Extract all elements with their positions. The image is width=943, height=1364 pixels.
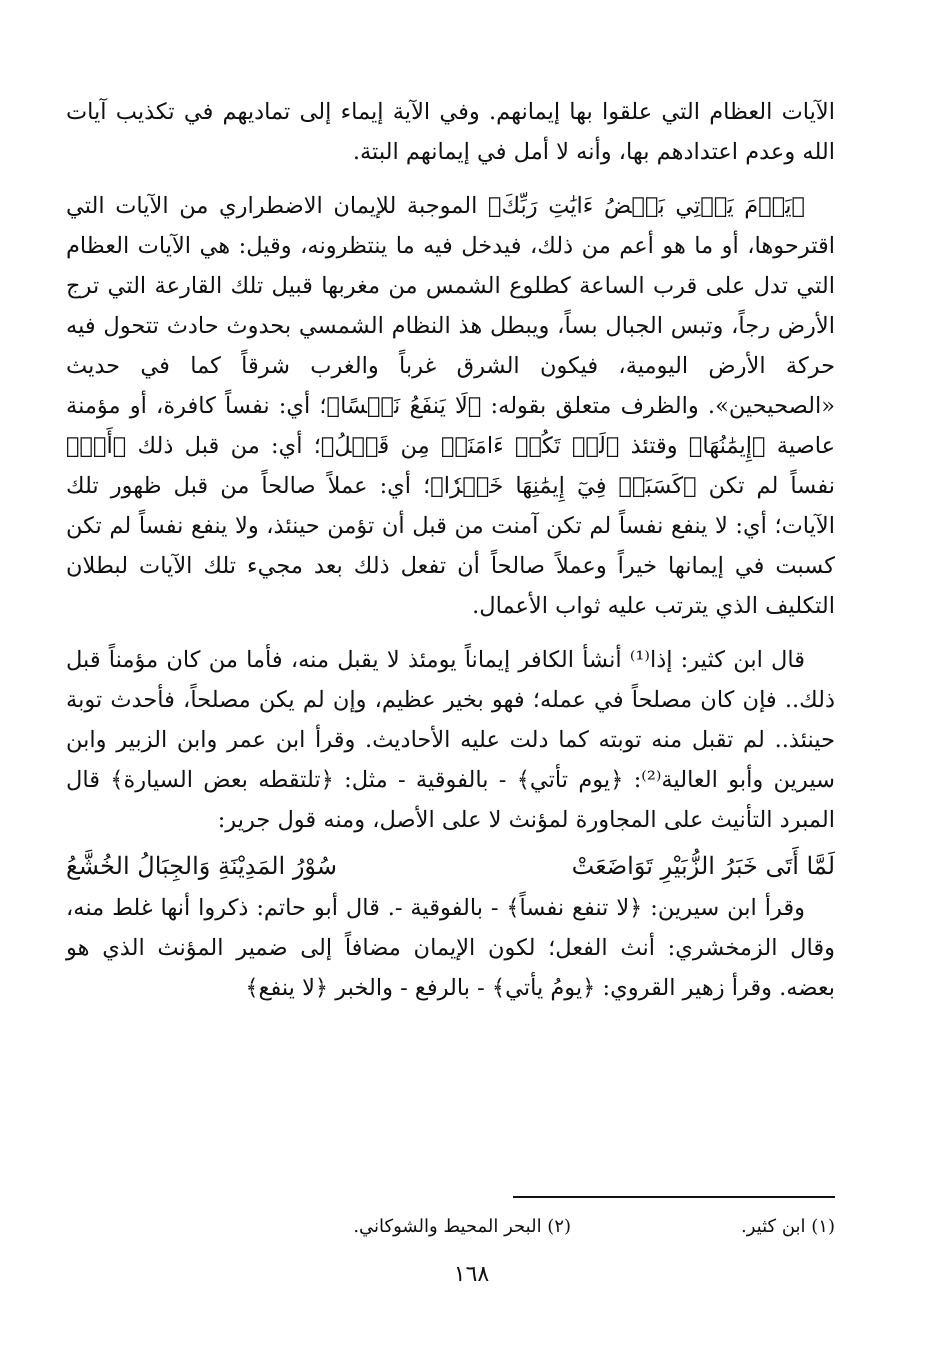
footnote-divider [513, 1196, 835, 1198]
footnotes [200, 1213, 835, 1241]
verse-first-hemistich: لَمَّا أَتَى خَبَرُ الزُّبَيْرِ تَوَاضَعَتْ [571, 852, 835, 880]
main-text [66, 92, 835, 1022]
footnote-2: (٢) البحر المحيط والشوكاني. [353, 1216, 572, 1237]
verse-second-hemistich: سُوْرُ المَدِيْنَةِ وَالجِبَالُ الخُشَّعُ [66, 852, 337, 880]
page-number: ١٦٨ [453, 1262, 490, 1287]
footnote-1: (١) ابن كثير. [741, 1216, 835, 1237]
paragraph-3: قال ابن كثير: إذا⁽¹⁾ أنشأ الكافر إيماناً يومئذ لا يقبل منه، فأما من كان مؤمناً قبل ذلك.. فإن كان مصلحاً في عمله؛ فهو بخير عظيم، وإن لم يكن مصلحاً، فأحدث توبة حينئذ.. لم تقبل منه توبته كما دلت عليه الأحاديث. وقرأ ابن عمر وابن الزبير وابن سيرين وأبو العالية⁽²⁾: ﴿يوم تأتي﴾ - بالفوقية - مثل: ﴿تلتقطه بعض السيارة﴾ قال المبرد التأنيث على المجاورة لمؤنث لا على الأصل، ومنه قول جرير: [66, 647, 835, 833]
poetry-verse [66, 844, 835, 888]
paragraph-1: الآيات العظام التي علقوا بها إيمانهم. وفي الآية إيماء إلى تماديهم في تكذيب آيات الله وعدم اعتدادهم بها، وأنه لا أمل في إيمانهم البتة. [66, 99, 835, 165]
paragraph-4: وقرأ ابن سيرين: ﴿لا تنفع نفساً﴾ - بالفوقية -. قال أبو حاتم: ذكروا أنها غلط منه، وقال الزمخشري: أنث الفعل؛ لكون الإيمان مضافاً إلى ضمير المؤنث الذي هو بعضه. وقرأ زهير القروي: ﴿يومُ يأتي﴾ - بالرفع - والخبر ﴿لا ينفع﴾ [66, 895, 835, 1001]
paragraph-2: ﴿يَوۡمَ يَأۡتِي بَعۡضُ ءَايَٰتِ رَبِّكَ﴾ الموجبة للإيمان الاضطراري من الآيات التي اقترحوها، أو ما هو أعم من ذلك، فيدخل فيه ما ينتظرونه، وقيل: هي الآيات العظام التي تدل على قرب الساعة كطلوع الشمس من مغربها قبيل تلك القارعة التي ترج الأرض رجاً، وتبس الجبال بساً، ويبطل هذ النظام الشمسي بحدوث حادث تتحول فيه حركة الأرض اليومية، فيكون الشرق غرباً والغرب شرقاً كما في حديث «الصحيحين». والظرف متعلق بقوله: ﴿لَا يَنفَعُ نَفۡسًا﴾؛ أي: نفساً كافرة، أو مؤمنة عاصية ﴿إِيمَٰنُهَا﴾ وقتئذ ﴿لَمۡ تَكُنۡ ءَامَنَتۡ مِن قَبۡلُ﴾؛ أي: من قبل ذلك ﴿أَوۡ﴾ نفساً لم تكن ﴿كَسَبَتۡ فِيٓ إِيمَٰنِهَا خَيۡرٗا﴾؛ أي: عملاً صالحاً من قبل ظهور تلك الآيات؛ أي: لا ينفع نفساً لم تكن آمنت من قبل أن تؤمن حينئذ، ولا ينفع نفساً لم تكن كسبت في إيمانها خيراً وعملاً صالحاً أن تفعل ذلك بعد مجيء تلك الآيات لبطلان التكليف الذي يترتب عليه ثواب الأعمال. [66, 193, 835, 619]
